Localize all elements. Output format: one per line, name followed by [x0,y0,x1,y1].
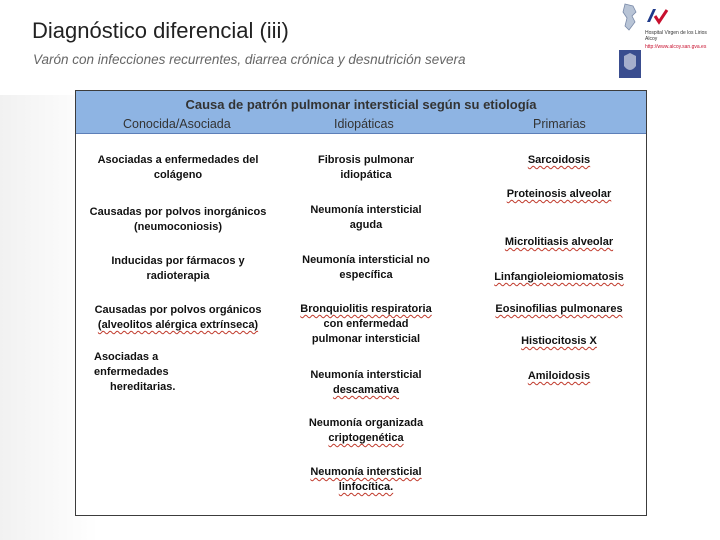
slide-subtitle: Varón con infecciones recurrentes, diarrea crónica y desnutrición severa [33,52,466,67]
primary-cause-item: Proteinosis alveolar [506,188,612,200]
slide-title: Diagnóstico diferencial (iii) [32,18,289,43]
primary-cause-item: Eosinofilias pulmonares [495,303,623,315]
known-cause-item: Causadas por polvos inorgánicos (neumoconiosis) [89,206,267,233]
table-title: Causa de patrón pulmonar intersticial según su etiología [185,97,537,112]
coat-of-arms-icon [619,50,641,78]
known-cause-item: Causadas por polvos orgánicos (alveolitos alérgica extrínseca) [94,304,262,331]
idiopathic-cause-item: Bronquiolitis respiratoria con enfermedad pulmonar intersticial [300,303,432,345]
hospital-name: Hospital Virgen de los Lirios Alcoy [645,30,707,42]
idiopathic-cause-item: Neumonía intersticial aguda [310,204,422,231]
primary-cause-item: Sarcoidosis [527,154,591,166]
arrow-logo-icon [645,6,669,26]
primary-cause-item: Linfangioleiomiomatosis [494,271,624,283]
primary-cause-item: Microlitiasis alveolar [504,236,614,248]
known-cause-item: Inducidas por fármacos y radioterapia [111,255,245,282]
column-header-idiopathic: Idiopáticas [334,117,394,131]
known-cause-item: Asociadas a enfermedades del colágeno [97,154,259,181]
table-header [76,91,646,134]
column-header-primary: Primarias [533,117,586,131]
hospital-url: http://www.alcoy.san.gva.es [645,44,707,50]
idiopathic-cause-item: Neumonía intersticial linfocítica. [310,466,422,493]
idiopathic-cause-item: Fibrosis pulmonar idiopática [318,154,414,181]
primary-cause-item: Amiloidosis [527,370,591,382]
idiopathic-cause-item: Neumonía organizada criptogenética [308,417,424,444]
column-header-known: Conocida/Asociada [123,117,231,131]
etiology-table [75,90,647,516]
primary-cause-item: Histiocitosis X [521,335,597,347]
idiopathic-cause-item: Neumonía intersticial no específica [302,254,430,281]
region-map-icon [619,2,641,32]
idiopathic-cause-item: Neumonía intersticial descamativa [310,369,422,396]
logo-strip [619,2,641,78]
known-cause-item: Asociadas a enfermedades hereditarias. [94,351,176,393]
